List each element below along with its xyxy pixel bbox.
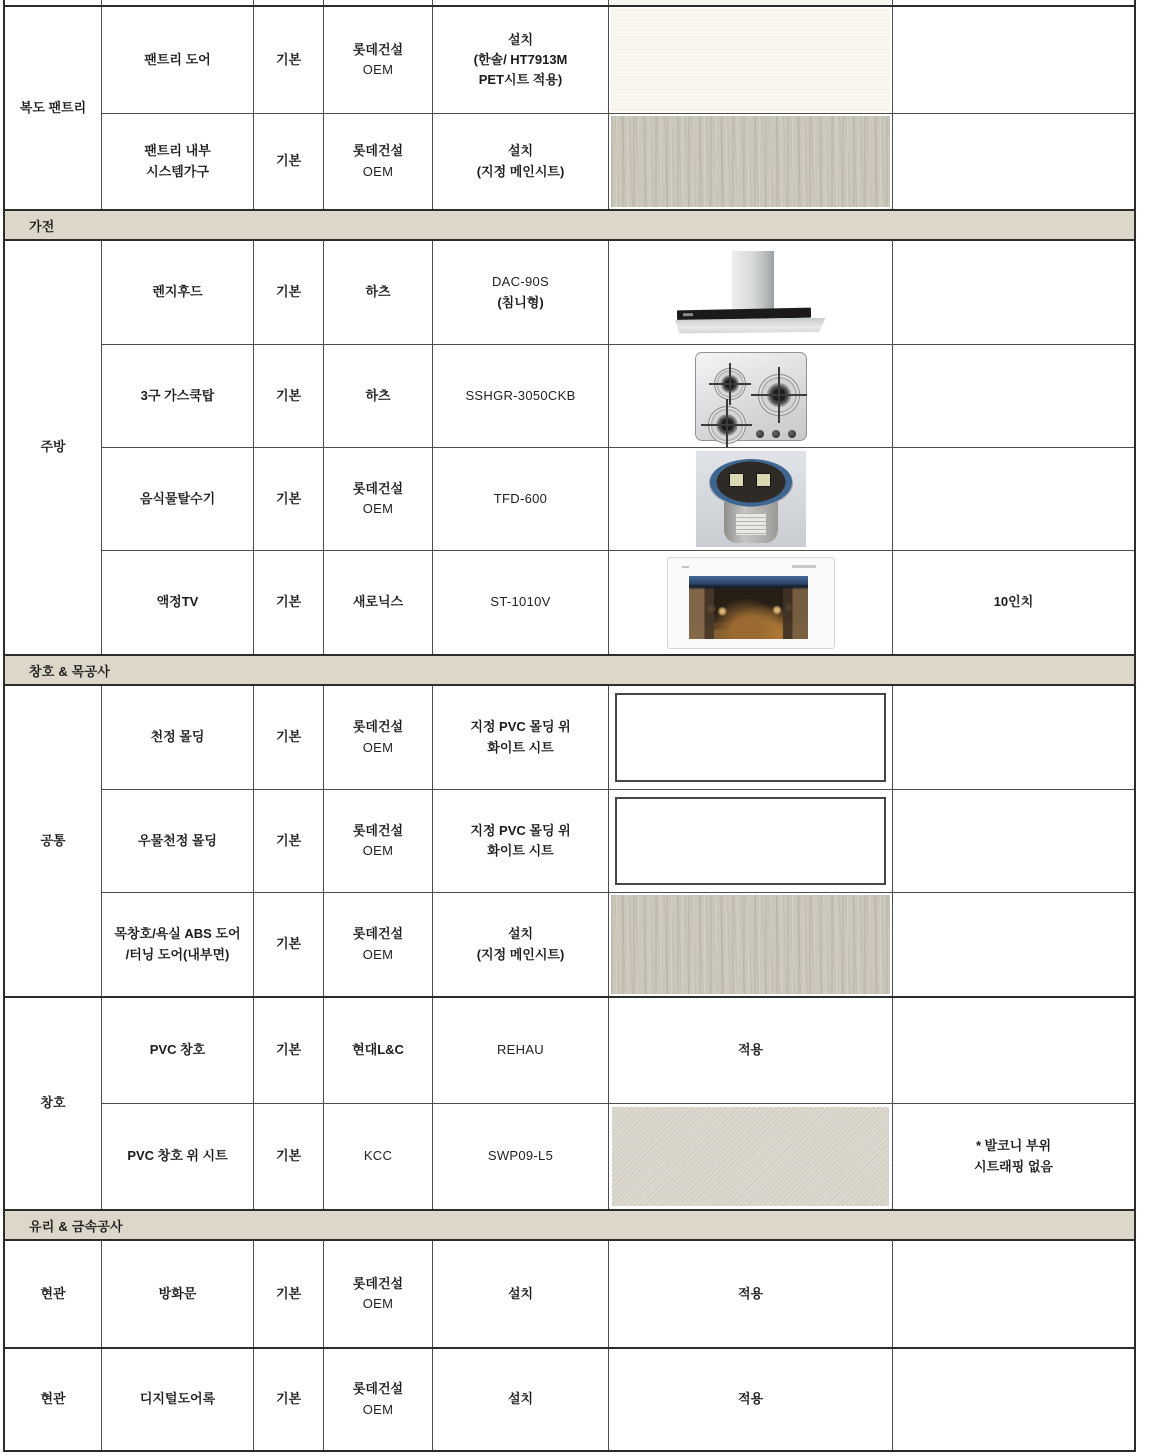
section-header xyxy=(5,656,1134,686)
text-line: 지정 PVC 몰딩 위 xyxy=(470,822,571,838)
text-line: 주방 xyxy=(40,439,66,455)
category-cell xyxy=(5,1349,102,1450)
text-line: 시스템가구 xyxy=(146,163,209,179)
text-line: 화이트 시트 xyxy=(487,843,554,858)
text-line: SWP09-L5 xyxy=(487,1148,554,1164)
text-line: 설치 xyxy=(507,926,534,942)
image-cell xyxy=(609,1349,893,1450)
text-line: DAC-90S xyxy=(491,274,549,290)
text-line: 롯데건설 xyxy=(352,719,404,735)
text-line: 기본 xyxy=(275,284,302,300)
grade-cell xyxy=(254,114,324,209)
text-line: 하츠 xyxy=(365,284,391,300)
model-cell xyxy=(433,1241,609,1347)
text-line: 지정 PVC 몰딩 위 xyxy=(470,719,571,735)
note-cell xyxy=(893,448,1134,551)
text-line: REHAU xyxy=(496,1042,544,1058)
text-line: OEM xyxy=(362,1401,394,1417)
text-line: OEM xyxy=(362,1296,394,1311)
category-cell xyxy=(5,241,102,654)
text-line: 설치 xyxy=(507,1391,534,1407)
note-cell xyxy=(893,1241,1134,1347)
model-cell xyxy=(433,1104,609,1209)
note-cell xyxy=(893,686,1134,790)
text-line: 기본 xyxy=(275,832,302,848)
tv-screen-photo xyxy=(689,576,808,639)
text-line: 천정 몰딩 xyxy=(150,729,205,745)
text-line: (한솔/ HT7913M xyxy=(473,51,568,67)
category-group xyxy=(5,1241,1134,1349)
text-line: 롯데건설 xyxy=(352,1381,404,1397)
grade-cell xyxy=(254,686,324,790)
range-hood-image xyxy=(672,247,830,339)
text-line: 공통 xyxy=(40,832,66,848)
section-header xyxy=(5,1211,1134,1241)
tv-image xyxy=(667,557,835,649)
image-cell xyxy=(609,893,893,996)
image-cell xyxy=(609,998,893,1104)
text-line: 기본 xyxy=(275,594,302,610)
text-line: 기본 xyxy=(275,1148,302,1164)
category-cell xyxy=(5,686,102,996)
wood-sheet-swatch xyxy=(611,116,890,207)
text-line: 현관 xyxy=(40,1285,66,1301)
text-line: 기본 xyxy=(275,729,302,745)
model-cell xyxy=(433,345,609,448)
spec-table-body xyxy=(5,7,1134,1452)
grade-cell xyxy=(254,998,324,1104)
text-line: 롯데건설 xyxy=(352,1275,404,1291)
text-line: OEM xyxy=(362,739,394,755)
text-line: PET시트 적용) xyxy=(478,72,563,88)
text-line: 복도 팬트리 xyxy=(19,99,87,115)
text-line: 설치 xyxy=(507,31,534,47)
section-header-label: 가전 xyxy=(29,218,55,234)
text-line: OEM xyxy=(362,501,394,516)
category-group xyxy=(5,7,1134,211)
cream-sheet-swatch xyxy=(611,9,890,111)
white-moulding-swatch xyxy=(615,797,886,885)
note-cell xyxy=(893,114,1134,209)
image-cell xyxy=(609,1104,893,1209)
model-cell xyxy=(433,241,609,345)
gas-cooktop-image xyxy=(692,348,810,445)
grade-cell xyxy=(254,7,324,114)
text-line: 롯데건설 xyxy=(352,143,404,159)
category-group xyxy=(5,1349,1134,1452)
model-cell xyxy=(433,7,609,114)
text-line: 하츠 xyxy=(365,387,391,403)
text-line: 팬트리 내부 xyxy=(144,143,211,159)
item-cell xyxy=(102,998,254,1104)
item-cell xyxy=(102,345,254,448)
item-cell xyxy=(102,790,254,893)
maker-cell xyxy=(324,893,433,996)
image-cell xyxy=(609,1241,893,1347)
note-cell xyxy=(893,1349,1134,1450)
text-line: (침니형) xyxy=(497,294,544,310)
text-line: 음식물탈수기 xyxy=(139,490,216,506)
text-line: 10인치 xyxy=(993,594,1034,610)
text-line: 창호 xyxy=(40,1095,66,1111)
text-line: PVC 창호 xyxy=(149,1042,206,1058)
item-cell xyxy=(102,686,254,790)
grade-cell xyxy=(254,241,324,345)
category-cell xyxy=(5,1241,102,1347)
stucco-sheet-swatch xyxy=(612,1107,889,1206)
model-cell xyxy=(433,893,609,996)
maker-cell xyxy=(324,1104,433,1209)
text-line: KCC xyxy=(363,1148,393,1164)
apply-text: 적용 xyxy=(737,1285,764,1301)
item-cell xyxy=(102,893,254,996)
category-group xyxy=(5,998,1134,1211)
text-line: 롯데건설 xyxy=(352,41,404,57)
grade-cell xyxy=(254,893,324,996)
text-line: SSHGR-3050CKB xyxy=(465,387,576,403)
model-cell xyxy=(433,998,609,1104)
model-cell xyxy=(433,114,609,209)
text-line: 기본 xyxy=(275,936,302,952)
model-cell xyxy=(433,790,609,893)
category-cell xyxy=(5,7,102,209)
image-cell xyxy=(609,551,893,654)
text-line: 설치 xyxy=(507,143,534,159)
grade-cell xyxy=(254,790,324,893)
category-group xyxy=(5,686,1134,998)
text-line: 롯데건설 xyxy=(352,822,404,838)
text-line: 롯데건설 xyxy=(352,480,404,496)
table-top-cut-row xyxy=(5,0,1134,7)
text-line: 3구 가스쿡탑 xyxy=(140,387,215,403)
image-cell xyxy=(609,345,893,448)
text-line: OEM xyxy=(362,163,394,179)
item-cell xyxy=(102,1349,254,1450)
image-cell xyxy=(609,114,893,209)
note-cell xyxy=(893,7,1134,114)
category-group xyxy=(5,241,1134,656)
text-line: 기본 xyxy=(275,1042,302,1058)
text-line: ST-1010V xyxy=(490,594,551,610)
text-line: 현대L&C xyxy=(352,1042,404,1058)
text-line: * 발코니 부위 xyxy=(975,1138,1052,1154)
grade-cell xyxy=(254,551,324,654)
text-line: 렌지후드 xyxy=(152,284,203,300)
section-header-label: 유리 & 금속공사 xyxy=(29,1218,123,1234)
text-line: /터닝 도어(내부면) xyxy=(125,946,230,962)
text-line: (지정 메인시트) xyxy=(476,163,565,179)
image-cell xyxy=(609,7,893,114)
food-dehydrator-image xyxy=(696,451,806,547)
model-cell xyxy=(433,686,609,790)
grade-cell xyxy=(254,1241,324,1347)
text-line: 기본 xyxy=(275,1285,302,1301)
text-line: 화이트 시트 xyxy=(487,739,554,755)
note-cell xyxy=(893,241,1134,345)
text-line: 기본 xyxy=(275,1391,302,1407)
text-line: 기본 xyxy=(275,153,302,169)
text-line: 방화문 xyxy=(158,1285,197,1301)
apply-text: 적용 xyxy=(737,1042,764,1058)
item-cell xyxy=(102,114,254,209)
grade-cell xyxy=(254,1349,324,1450)
note-cell xyxy=(893,345,1134,448)
white-moulding-swatch xyxy=(615,693,886,782)
text-line: PVC 창호 위 시트 xyxy=(127,1148,228,1164)
item-cell xyxy=(102,241,254,345)
maker-cell xyxy=(324,448,433,551)
category-cell xyxy=(5,998,102,1209)
model-cell xyxy=(433,551,609,654)
maker-cell xyxy=(324,345,433,448)
maker-cell xyxy=(324,241,433,345)
maker-cell xyxy=(324,1349,433,1450)
maker-cell xyxy=(324,551,433,654)
image-cell xyxy=(609,241,893,345)
text-line: 기본 xyxy=(275,387,302,403)
grade-cell xyxy=(254,1104,324,1209)
item-cell xyxy=(102,448,254,551)
image-cell xyxy=(609,448,893,551)
note-cell xyxy=(893,893,1134,996)
maker-cell xyxy=(324,998,433,1104)
maker-cell xyxy=(324,686,433,790)
model-cell xyxy=(433,1349,609,1450)
text-line: 현관 xyxy=(40,1391,66,1407)
text-line: 롯데건설 xyxy=(352,926,404,942)
text-line: OEM xyxy=(362,946,394,962)
text-line: OEM xyxy=(362,62,394,77)
section-header xyxy=(5,211,1134,241)
text-line: 목창호/욕실 ABS 도어 xyxy=(114,926,241,942)
model-cell xyxy=(433,448,609,551)
text-line: 액정TV xyxy=(156,594,199,610)
text-line: (지정 메인시트) xyxy=(476,946,565,962)
text-line: 기본 xyxy=(275,490,302,506)
image-cell xyxy=(609,790,893,893)
maker-cell xyxy=(324,114,433,209)
text-line: 시트래핑 없음 xyxy=(974,1158,1053,1174)
maker-cell xyxy=(324,7,433,114)
spec-table xyxy=(3,0,1136,1452)
text-line: 우물천정 몰딩 xyxy=(138,832,217,848)
apply-text: 적용 xyxy=(737,1391,764,1407)
note-cell xyxy=(893,998,1134,1104)
text-line: 팬트리 도어 xyxy=(144,51,211,67)
section-header-label: 창호 & 목공사 xyxy=(29,663,111,679)
text-line: 새로닉스 xyxy=(352,594,404,610)
image-cell xyxy=(609,686,893,790)
item-cell xyxy=(102,551,254,654)
item-cell xyxy=(102,7,254,114)
maker-cell xyxy=(324,790,433,893)
item-cell xyxy=(102,1241,254,1347)
text-line: 설치 xyxy=(507,1285,534,1301)
item-cell xyxy=(102,1104,254,1209)
text-line: 디지털도어록 xyxy=(139,1391,216,1407)
grade-cell xyxy=(254,448,324,551)
note-cell xyxy=(893,1104,1134,1209)
text-line: 기본 xyxy=(275,51,302,67)
maker-cell xyxy=(324,1241,433,1347)
text-line: OEM xyxy=(362,843,394,858)
grade-cell xyxy=(254,345,324,448)
text-line: TFD-600 xyxy=(493,490,548,506)
note-cell xyxy=(893,551,1134,654)
wood-sheet-swatch xyxy=(611,895,890,994)
note-cell xyxy=(893,790,1134,893)
